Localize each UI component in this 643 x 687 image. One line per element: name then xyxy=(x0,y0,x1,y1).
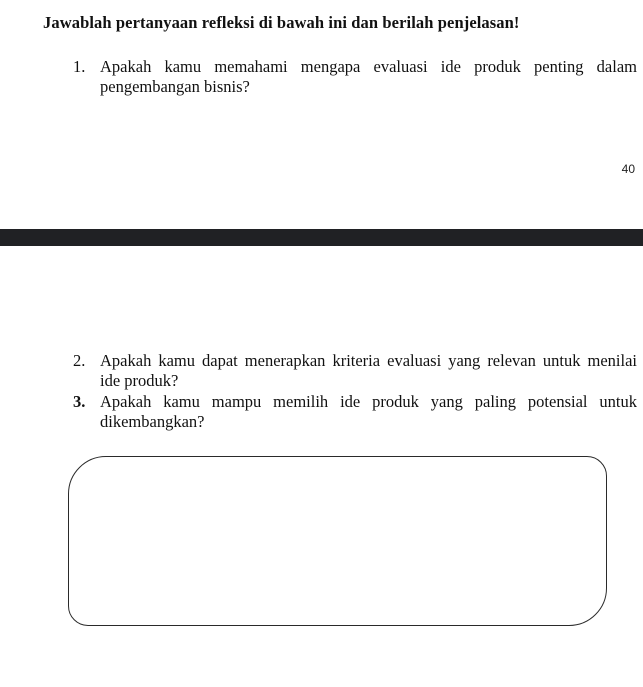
question-2-line-2: ide produk? xyxy=(100,371,179,390)
question-2 xyxy=(73,351,637,391)
question-3-text xyxy=(100,392,637,432)
question-3-line-1: Apakah kamu mampu memilih ide produk yang paling potensial untuk xyxy=(100,392,637,411)
question-2-text xyxy=(100,351,637,391)
question-1-line-1: Apakah kamu memahami mengapa evaluasi ide produk penting dalam xyxy=(100,57,637,76)
instruction-heading: Jawablah pertanyaan refleksi di bawah ini dan berilah penjelasan! xyxy=(43,13,520,32)
question-1-text xyxy=(100,57,637,97)
answer-box[interactable] xyxy=(68,456,607,626)
question-3-line-2: dikembangkan? xyxy=(100,412,205,431)
question-3-number: 3. xyxy=(73,392,86,411)
question-2-number: 2. xyxy=(73,351,86,370)
question-1-line-2: pengembangan bisnis? xyxy=(100,77,250,96)
question-1 xyxy=(73,57,637,97)
question-1-number: 1. xyxy=(73,57,86,76)
page-number: 40 xyxy=(621,162,635,176)
question-2-line-1: Apakah kamu dapat menerapkan kriteria evaluasi yang relevan untuk menilai xyxy=(100,351,637,370)
page-divider xyxy=(0,229,643,246)
question-3 xyxy=(73,392,637,432)
